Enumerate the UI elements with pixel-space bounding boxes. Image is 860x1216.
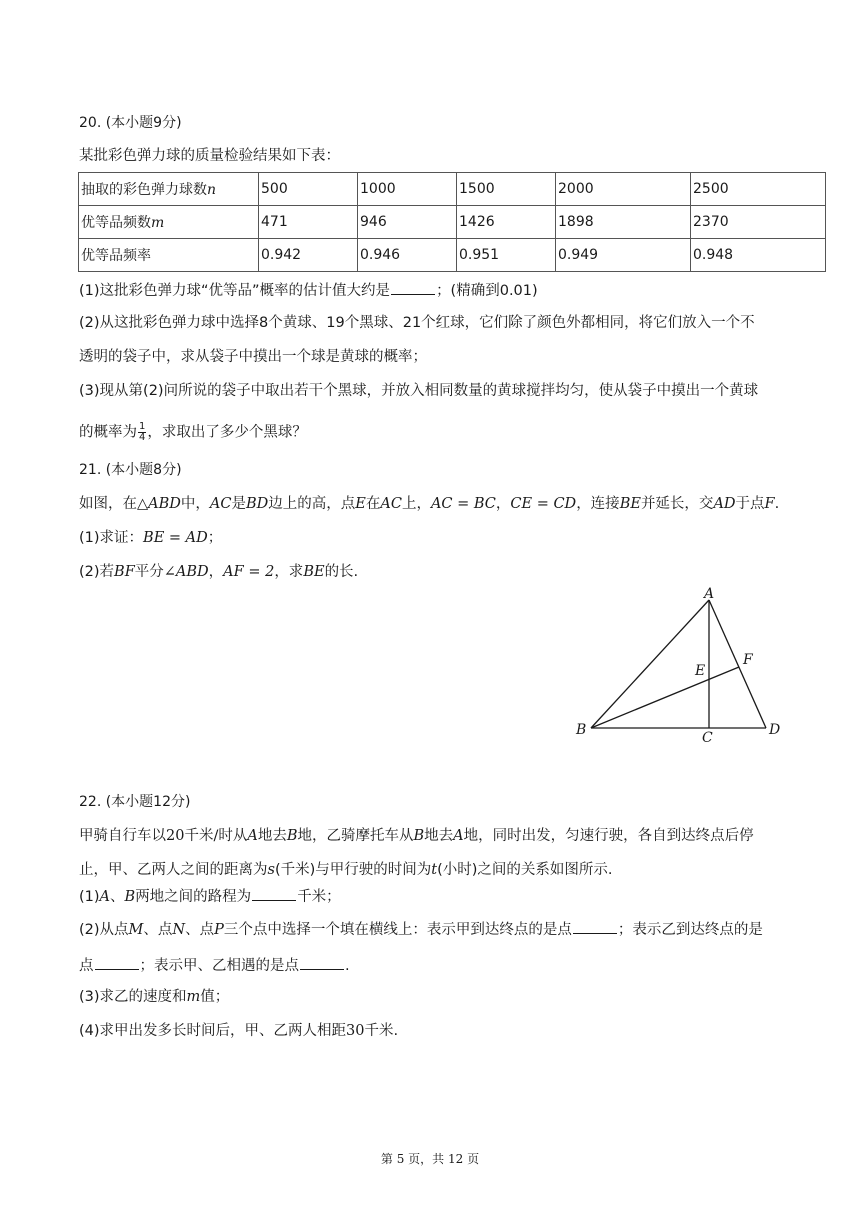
q20-part2-line2: 透明的袋子中，求从袋子中摸出一个球是黄球的概率； (79, 349, 427, 365)
quality-table (78, 172, 826, 272)
answer-blank[interactable] (391, 280, 435, 295)
q21-statement: 如图，在△ABD中，AC是BD边上的高，点E在AC上，AC = BC，CE = CD，连接BE并延长，交AD于点F. (79, 496, 780, 512)
q21-part2: (2)若BF平分∠ABD，AF = 2，求BE的长. (79, 564, 359, 580)
table-cell: 1500 (457, 173, 556, 206)
page-footer: 第 5 页，共 12 页 (380, 1152, 480, 1166)
label-c: C (702, 730, 713, 746)
segment-bf (591, 667, 739, 728)
label-e: E (695, 663, 706, 679)
triangle-figure (560, 580, 790, 750)
answer-blank[interactable] (573, 919, 617, 934)
q20-header: 20. (本小题9分) (79, 115, 182, 131)
table-cell: 2370 (691, 206, 826, 239)
q21-part1: (1)求证：BE = AD； (79, 530, 223, 546)
row-label: 抽取的彩色弹力球数n (79, 173, 259, 206)
table-cell: 1898 (556, 206, 691, 239)
q22-header: 22. (本小题12分) (79, 794, 191, 810)
table-cell: 500 (259, 173, 358, 206)
q22-line1: 甲骑自行车以20千米/时从A地去B地，乙骑摩托车从B地去A地，同时出发，匀速行驶，各自到达终点后停 (79, 828, 754, 844)
q22-part2-line1: (2)从点M、点N、点P三个点中选择一个填在横线上：表示甲到达终点的是点 ；表示乙到达终点的是 (79, 919, 763, 940)
table-cell: 0.948 (691, 239, 826, 272)
label-a: A (704, 586, 715, 602)
fraction: $\frac{1}{4}$ (139, 421, 146, 443)
q21-header: 21. (本小题8分) (79, 462, 182, 478)
table-cell: 2500 (691, 173, 826, 206)
label-f: F (743, 652, 753, 668)
answer-blank[interactable] (300, 955, 344, 970)
table-cell: 0.951 (457, 239, 556, 272)
q22-part2-line2: 点 ；表示甲、乙相遇的是点 . (79, 955, 350, 976)
segment-ad (709, 600, 766, 728)
q20-part3-line1: (3)现从第(2)问所说的袋子中取出若干个黑球，并放入相同数量的黄球搅拌均匀，使从袋子中摸出一个黄球 (79, 383, 759, 399)
q22-part4: (4)求甲出发多长时间后，甲、乙两人相距30千米. (79, 1023, 399, 1039)
q22-part3: (3)求乙的速度和m值； (79, 989, 230, 1005)
segment-ab (591, 600, 709, 728)
row-label: 优等品频率 (79, 239, 259, 272)
table-row (79, 206, 826, 239)
label-d: D (769, 722, 781, 738)
answer-blank[interactable] (95, 955, 139, 970)
table-row (79, 173, 826, 206)
label-b: B (576, 722, 587, 738)
q22-part1: (1)A、B两地之间的路程为 千米； (79, 886, 341, 907)
q20-part3-line2: 的概率为 $\frac{1}{4}$ ，求取出了多少个黑球？ (79, 421, 307, 443)
row-label: 优等品频数m (79, 206, 259, 239)
q20-part1: (1)这批彩色弹力球“优等品”概率的估计值大约是 ；(精确到0.01) (79, 280, 538, 301)
table-cell: 946 (358, 206, 457, 239)
table-cell: 0.949 (556, 239, 691, 272)
answer-blank[interactable] (252, 886, 296, 901)
table-row (79, 239, 826, 272)
table-cell: 471 (259, 206, 358, 239)
table-cell: 0.946 (358, 239, 457, 272)
q22-line2: 止，甲、乙两人之间的距离为s(千米)与甲行驶的时间为t(小时)之间的关系如图所示. (79, 862, 613, 878)
table-cell: 1000 (358, 173, 457, 206)
table-cell: 0.942 (259, 239, 358, 272)
q20-part2-line1: (2)从这批彩色弹力球中选择8个黄球、19个黑球、21个红球，它们除了颜色外都相同，将它们放入一个不 (79, 315, 755, 331)
table-cell: 2000 (556, 173, 691, 206)
q20-intro: 某批彩色弹力球的质量检验结果如下表： (79, 148, 340, 164)
table-cell: 1426 (457, 206, 556, 239)
